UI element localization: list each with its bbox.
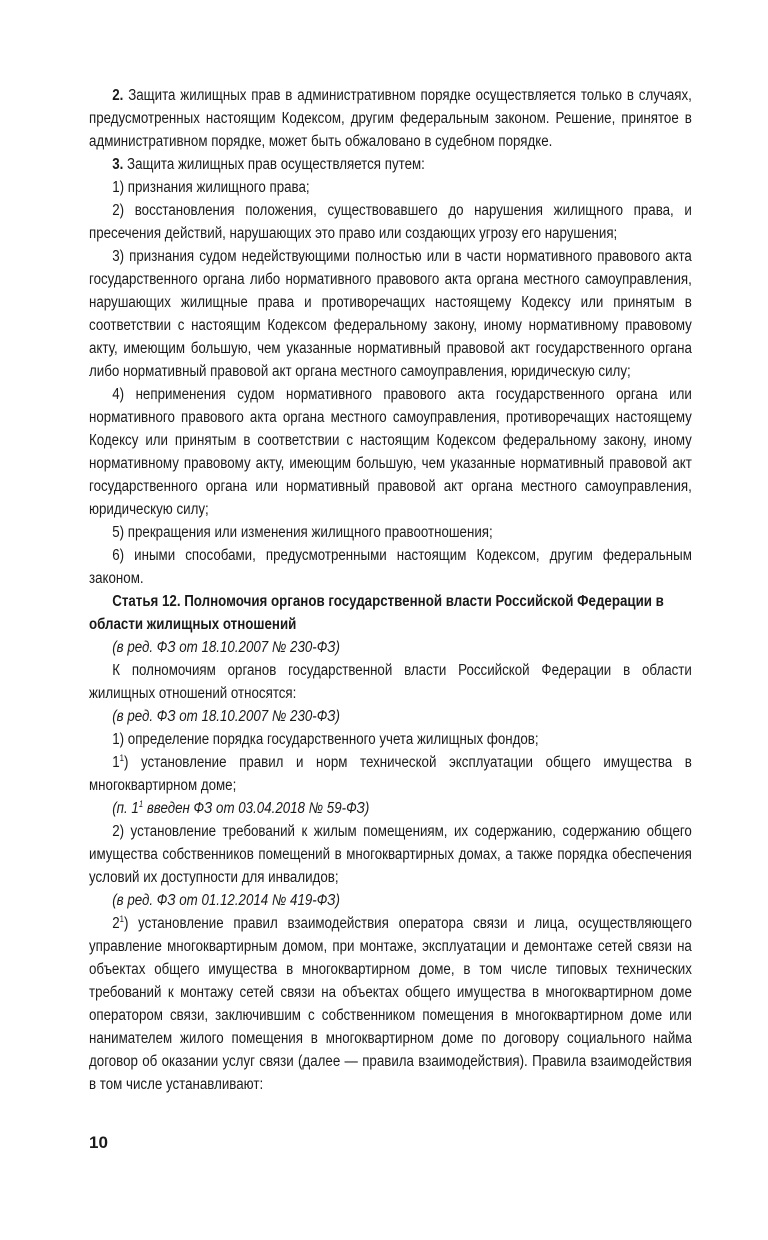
paragraph-text: ) установление правил взаимодействия оператора связи и лица, осуществляющего управление многоквартирным домом, при монтаже, эксплуатации и демонтаже сетей связи на объектах общего имущества в многоквартирном доме, в том числе типовых технических требований к монтажу сетей связи на объектах общего имущества в многоквартирном доме оператором связи, заключившим с собственником помещения в многоквартирном доме или нанимателем жилого помещения в многоквартирном доме по договору социального найма договор об оказании услуг связи (далее — правила взаимодействия). Правила взаимодействия в том числе устанавливают:	[89, 915, 692, 1093]
amendment-note	[89, 705, 692, 728]
amendment-note	[89, 797, 692, 820]
paragraph	[89, 912, 692, 1096]
item-prefix: 1	[112, 754, 120, 771]
paragraph-text: Защита жилищных прав в административном порядке осуществляется только в случаях, предусмотренных настоящим Кодексом, другим федеральным законом. Решение, принятое в административном порядке, может быть обжаловано в судебном порядке.	[89, 87, 692, 150]
paragraph-number: 3.	[112, 156, 124, 173]
superscript: 1	[119, 752, 124, 763]
paragraph-text: 5) прекращения или изменения жилищного правоотношения;	[112, 524, 493, 541]
paragraph-text: 4) неприменения судом нормативного правового акта государственного органа или нормативного правового акта органа местного самоуправления, противоречащих настоящему Кодексу или принятым в соответствии с настоящим Кодексом федеральному закону, иному нормативному правовому акту, имеющим большую, чем указанные нормативный правовой акт государственного органа или нормативный правовой акт органа местного самоуправления, юридическую силу;	[89, 386, 692, 518]
paragraph	[89, 751, 692, 797]
paragraph-text: 6) иными способами, предусмотренными настоящим Кодексом, другим федеральным законом.	[89, 547, 692, 587]
paragraph-text: введен ФЗ от 03.04.2018 № 59-ФЗ)	[143, 800, 370, 817]
amendment-note	[89, 636, 692, 659]
page-text	[89, 84, 692, 1096]
amendment-note	[89, 889, 692, 912]
paragraph	[89, 659, 692, 705]
superscript: 1	[119, 913, 124, 924]
paragraph-text: 2) установление требований к жилым помещениям, их содержанию, содержанию общего имущества собственников помещений в многоквартирных домах, а также порядка обеспечения условий их доступности для инвалидов;	[89, 823, 692, 886]
document-body	[89, 84, 692, 1096]
page-number: 10	[89, 1133, 108, 1152]
paragraph-text: 1) определение порядка государственного учета жилищных фондов;	[112, 731, 539, 748]
paragraph-text: (в ред. ФЗ от 01.12.2014 № 419-ФЗ)	[112, 892, 340, 909]
paragraph-text: 2) восстановления положения, существовавшего до нарушения жилищного права, и пресечения действий, нарушающих это право или создающих угрозу его нарушения;	[89, 202, 692, 242]
paragraph-text: 1) признания жилищного права;	[112, 179, 310, 196]
item-prefix: (п. 1	[112, 800, 139, 817]
paragraph	[89, 820, 692, 889]
paragraph-text: К полномочиям органов государственной власти Российской Федерации в области жилищных отношений относятся:	[89, 662, 692, 702]
paragraph	[89, 84, 692, 153]
paragraph	[89, 728, 692, 751]
paragraph-text: 3) признания судом недействующими полностью или в части нормативного правового акта государственного органа либо нормативного правового акта органа местного самоуправления, нарушающих жилищные права и противоречащих настоящему Кодексу или принятым в соответствии с настоящим Кодексом федеральному закону, иному нормативному правовому акту, имеющим большую, чем указанные нормативный правовой акт государственного органа либо нормативный правовой акт органа местного самоуправления, юридическую силу;	[89, 248, 692, 380]
article-heading	[89, 590, 692, 636]
paragraph	[89, 383, 692, 521]
paragraph-text: (в ред. ФЗ от 18.10.2007 № 230-ФЗ)	[112, 708, 340, 725]
paragraph	[89, 153, 692, 176]
superscript: 1	[138, 798, 144, 809]
paragraph-text: Статья 12. Полномочия органов государственной власти Российской Федерации в области жилищных отношений	[89, 593, 664, 633]
paragraph-number: 2.	[112, 87, 124, 104]
paragraph	[89, 245, 692, 383]
paragraph-text: (в ред. ФЗ от 18.10.2007 № 230-ФЗ)	[112, 639, 340, 656]
paragraph	[89, 199, 692, 245]
item-prefix: 2	[112, 915, 120, 932]
paragraph	[89, 176, 692, 199]
paragraph-text: ) установление правил и норм технической эксплуатации общего имущества в многоквартирном доме;	[89, 754, 692, 794]
paragraph	[89, 544, 692, 590]
paragraph	[89, 521, 692, 544]
paragraph-text: Защита жилищных прав осуществляется путем:	[123, 156, 425, 173]
